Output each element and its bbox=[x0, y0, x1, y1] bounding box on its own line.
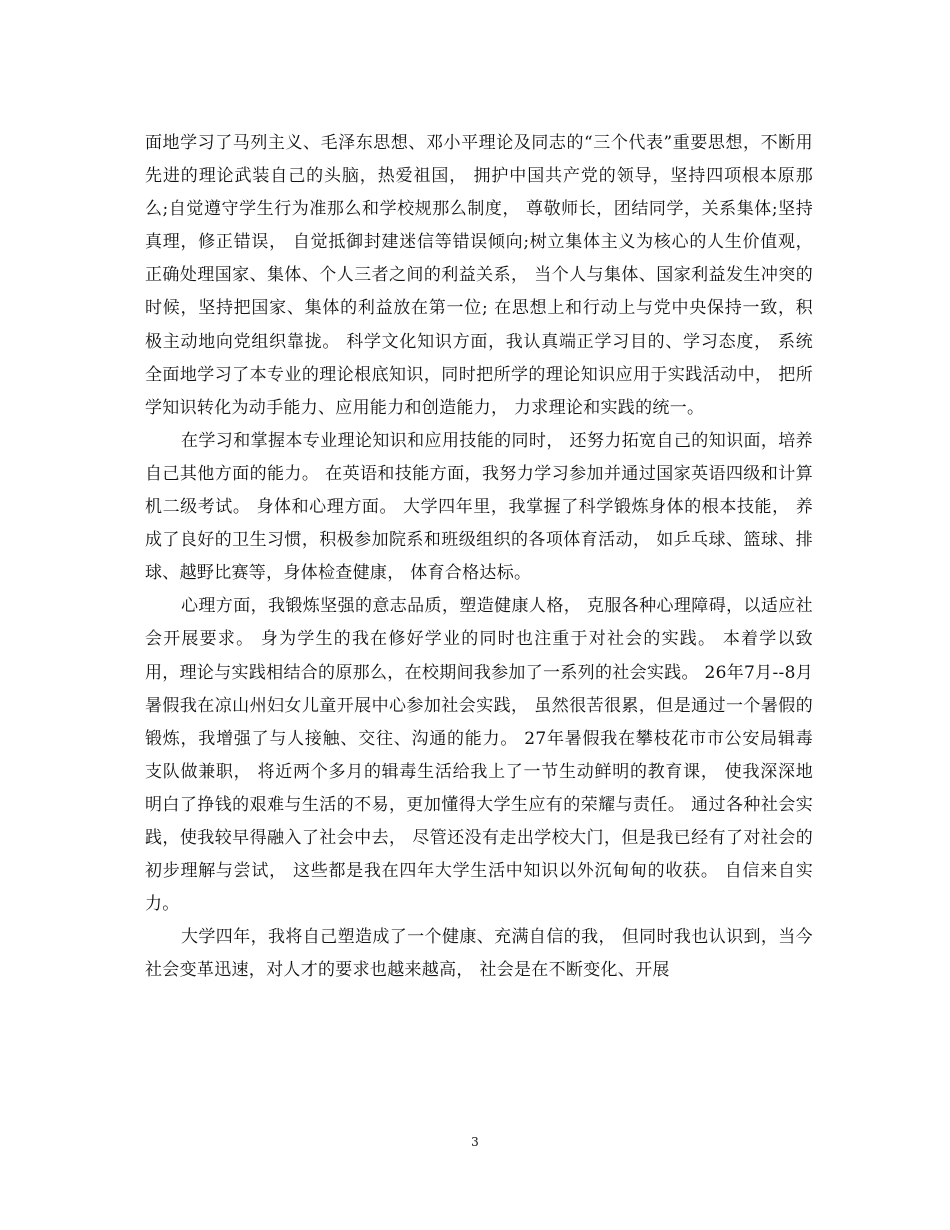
body-text bbox=[145, 127, 813, 987]
paragraph-3: 心理方面，我锻炼坚强的意志品质，塑造健康人格， 克服各种心理障碍，以适应社会开展要求。 身为学生的我在修好学业的同时也注重于对社会的实践。 本着学以致用，理论与实践相结合的原那么，在校期间我参加了一系列的社会实践。 26年7月--8月暑假我在凉山州妇女儿童开展中心参加社会实践， 虽然很苦很累，但是通过一个暑假的锻炼，我增强了与人接触、交往、沟通的能力。 27年暑假我在攀枝花市市公安局辑毒支队做兼职， 将近两个多月的辑毒生活给我上了一节生动鲜明的教育课， 使我深深地明白了挣钱的艰难与生活的不易，更加懂得大学生应有的荣耀与责任。 通过各种社会实践，使我较早得融入了社会中去， 尽管还没有走出学校大门，但是我已经有了对社会的初步理解与尝试， 这些都是我在四年大学生活中知识以外沉甸甸的收获。 自信来自实力。 bbox=[145, 596, 813, 915]
page-number: 3 bbox=[471, 1135, 479, 1149]
paragraph-4: 大学四年，我将自己塑造成了一个健康、充满自信的我， 但同时我也认识到，当今社会变革迅速，对人才的要求也越来越高， 社会是在不断变化、开展 bbox=[145, 927, 813, 981]
paragraph-1: 面地学习了马列主义、毛泽东思想、邓小平理论及同志的“三个代表”重要思想，不断用先进的理论武装自己的头脑，热爱祖国， 拥护中国共产党的领导，坚持四项根本原那么;自觉遵守学生行为准那么和学校规那么制度， 尊敬师长，团结同学，关系集体;坚持真理，修正错误， 自觉抵御封建迷信等错误倾向;树立集体主义为核心的人生价值观， 正确处理国家、集体、个人三者之间的利益关系， 当个人与集体、国家利益发生冲突的时候，坚持把国家、集体的利益放在第一位; 在思想上和行动上与党中央保持一致，积极主动地向党组织靠拢。 科学文化知识方面，我认真端正学习目的、学习态度， 系统全面地学习了本专业的理论根底知识，同时把所学的理论知识应用于实践活动中， 把所学知识转化为动手能力、应用能力和创造能力， 力求理论和实践的统一。 bbox=[145, 133, 813, 418]
paragraph-2: 在学习和掌握本专业理论知识和应用技能的同时， 还努力拓宽自己的知识面，培养自己其他方面的能力。 在英语和技能方面，我努力学习参加并通过国家英语四级和计算机二级考试。 身体和心理方面。 大学四年里，我掌握了科学锻炼身体的根本技能， 养成了良好的卫生习惯，积极参加院系和班级组织的各项体育活动， 如乒乓球、篮球、排球、越野比赛等，身体检查健康， 体育合格达标。 bbox=[145, 430, 813, 584]
